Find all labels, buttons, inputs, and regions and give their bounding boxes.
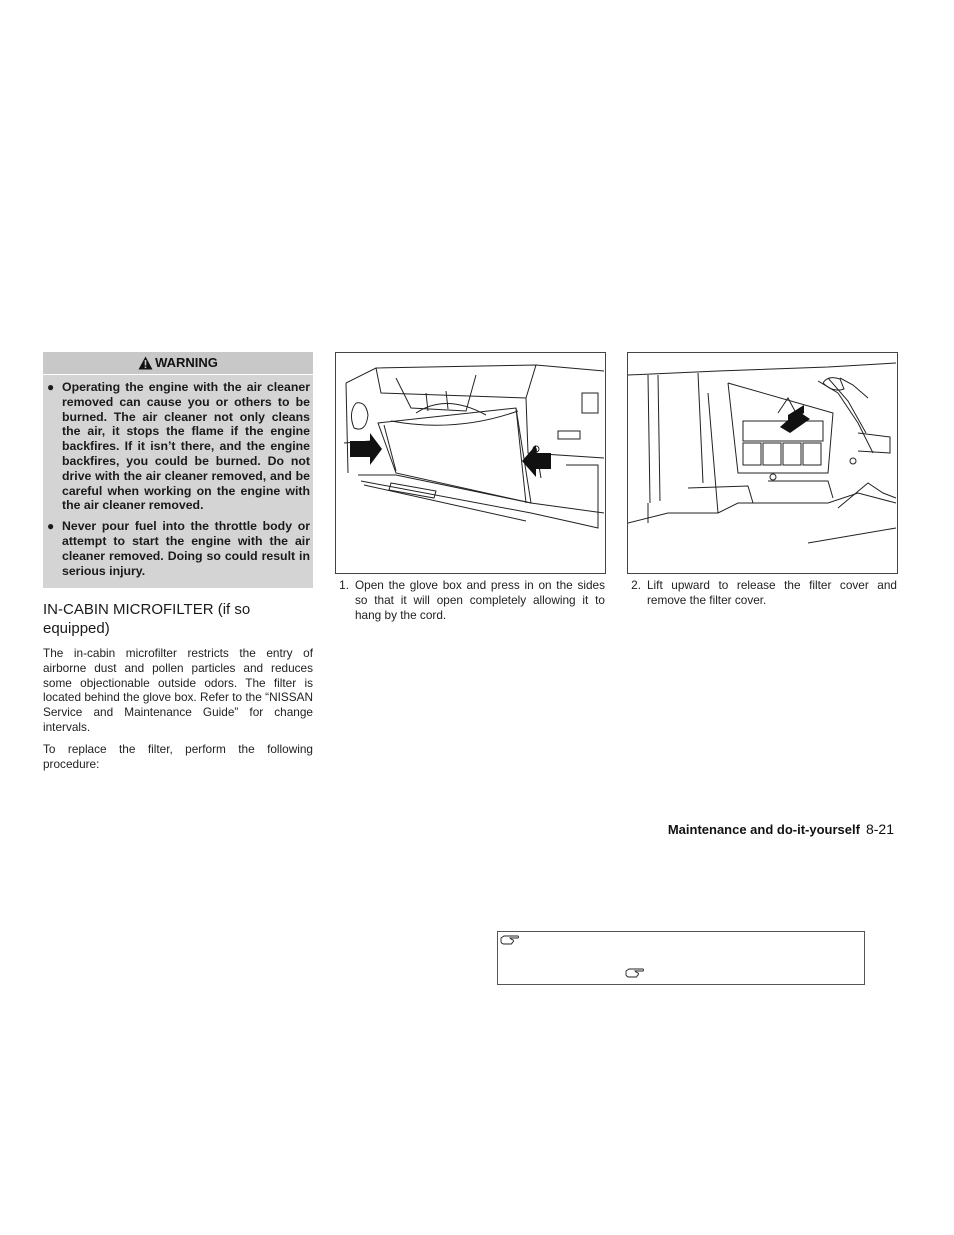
pointing-hand-icon xyxy=(625,967,645,979)
filter-cover-illustration xyxy=(628,353,897,573)
body-paragraph: To replace the filter, perform the following procedure: xyxy=(43,742,313,771)
page-number: 8-21 xyxy=(865,821,894,837)
warning-triangle-icon xyxy=(138,356,153,370)
figure-glove-box xyxy=(335,352,606,574)
warning-box xyxy=(43,352,313,588)
bullet-icon: ● xyxy=(47,380,55,394)
figure-filter-cover xyxy=(627,352,898,574)
glove-box-illustration xyxy=(336,353,605,573)
step-caption xyxy=(627,578,897,608)
pointing-hand-icon xyxy=(500,934,520,946)
note-box xyxy=(497,931,865,985)
warning-header xyxy=(43,352,313,375)
warning-item-text: Never pour fuel into the throttle body or attempt to start the engine with the air cleaner removed. Doing so could result in serious injury. xyxy=(62,519,310,578)
bullet-icon: ● xyxy=(47,519,55,534)
section-title: IN-CABIN MICROFILTER (if so equipped) xyxy=(43,601,251,637)
page-footer xyxy=(668,821,894,837)
body-paragraph: The in-cabin microfilter restricts the entry of airborne dust and pollen particles and reduces some objectionable outside odors. The filter is located behind the glove box. Refer to the “NISSAN Service and Maintenance Guide” for change intervals. xyxy=(43,646,313,734)
warning-item-text: Operating the engine with the air cleaner removed can cause you or others to be burned. The air cleaner not only cleans the air, it stops the flame if the engine backfires. If it isn’t there, and the engine backfires, you could be burned. Do not drive with the air cleaner removed, and be careful when working on the engine with the air cleaner removed. xyxy=(62,380,310,513)
warning-item xyxy=(46,519,310,578)
warning-item xyxy=(46,380,310,513)
warning-title: WARNING xyxy=(155,355,218,370)
step-text: Open the glove box and press in on the sides so that it will open completely allowing it to hang by the cord. xyxy=(355,578,605,622)
step-number: 1. xyxy=(339,578,349,592)
step-text: Lift upward to release the filter cover and remove the filter cover. xyxy=(647,578,897,607)
step-number: 2. xyxy=(631,578,641,592)
step-caption xyxy=(335,578,605,622)
footer-section-title: Maintenance and do-it-yourself xyxy=(667,822,860,837)
